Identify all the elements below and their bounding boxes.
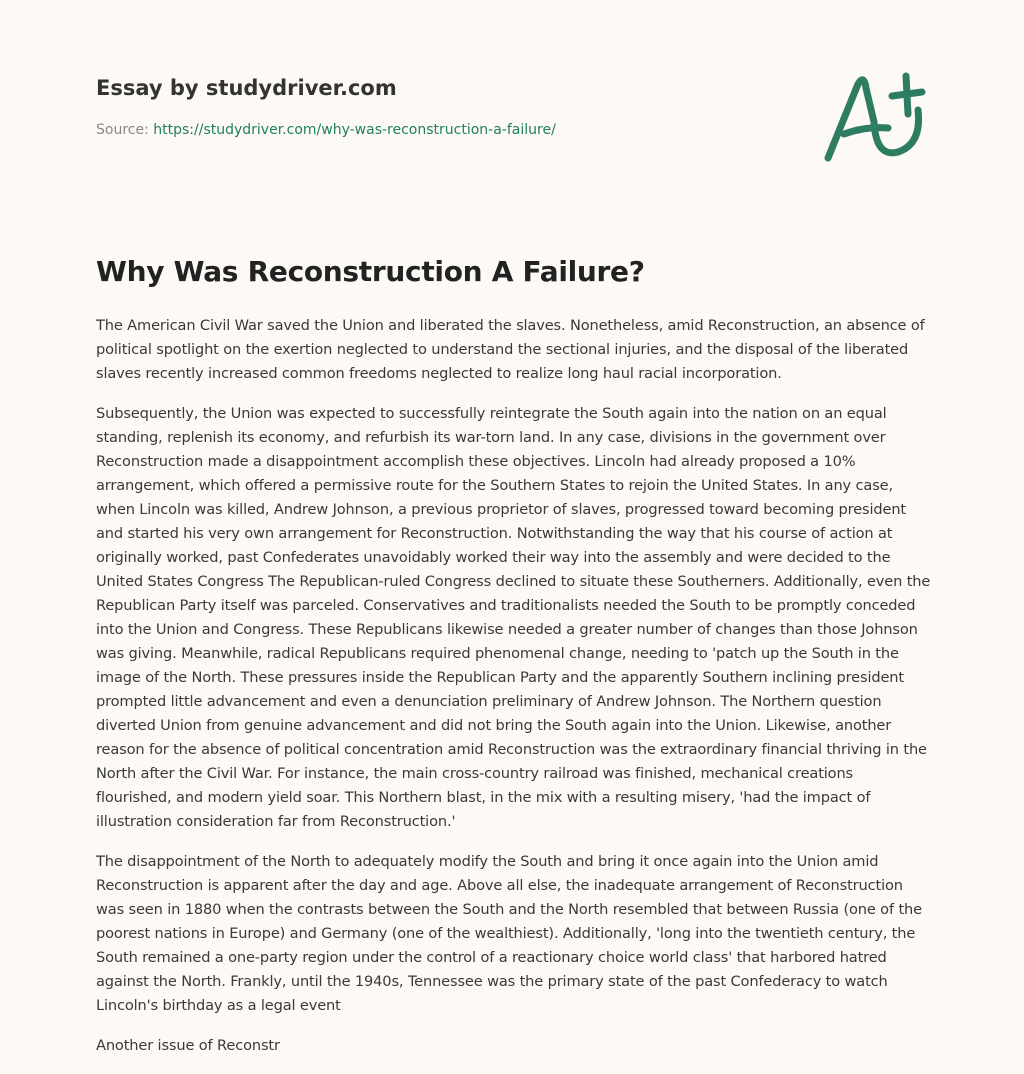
essay-title: Why Was Reconstruction A Failure?: [96, 255, 645, 288]
essay-header: [96, 76, 556, 138]
essay-paragraph-truncated: Another issue of Reconstr: [96, 1037, 280, 1054]
source-line: [96, 122, 556, 138]
site-title: Essay by studydriver.com: [96, 76, 397, 100]
a-plus-logo-icon: [818, 62, 938, 172]
essay-body: [96, 314, 932, 1074]
essay-paragraph: Subsequently, the Union was expected to successfully reintegrate the South again into the nation on an equal standing, replenish its economy, and refurbish its war-torn land. In any case, divisions in the government over Reconstruction made a disappointment accomplish these objectives. Lincoln had already proposed a 10% arrangement, which offered a permissive route for the Southern States to rejoin the United States. In any case, when Lincoln was killed, Andrew Johnson, a previous proprietor of slaves, progressed toward becoming president and started his very own arrangement for Reconstruction. Notwithstanding the way that his course of action at originally worked, past Confederates unavoidably worked their way into the assembly and were decided to the United States Congress The Republican-ruled Congress declined to situate these Southerners. Additionally, even the Republican Party itself was parceled. Conservatives and traditionalists needed the South to be promptly conceded into the Union and Congress. These Republicans likewise needed a greater number of changes than those Johnson was giving. Meanwhile, radical Republicans required phenomenal change, needing to 'patch up the South in the image of the North. These pressures inside the Republican Party and the apparently Southern inclining president prompted little advancement and even a denunciation preliminary of Andrew Johnson. The Northern question diverted Union from genuine advancement and did not bring the South again into the Union. Likewise, another reason for the absence of political concentration amid Reconstruction was the extraordinary financial thriving in the North after the Civil War. For instance, the main cross-country railroad was finished, mechanical creations flourished, and modern yield soar. This Northern blast, in the mix with a resulting misery, 'had the impact of illustration consideration far from Reconstruction.': [96, 405, 931, 830]
source-link[interactable]: https://studydriver.com/why-was-reconstruction-a-failure/: [153, 122, 556, 138]
source-label: Source:: [96, 122, 149, 138]
essay-paragraph: The American Civil War saved the Union and liberated the slaves. Nonetheless, amid Reconstruction, an absence of political spotlight on the exertion neglected to understand the sectional injuries, and the disposal of the liberated slaves recently increased common freedoms neglected to realize long haul racial incorporation.: [96, 317, 925, 382]
essay-paragraph: The disappointment of the North to adequately modify the South and bring it once again into the Union amid Reconstruction is apparent after the day and age. Above all else, the inadequate arrangement of Reconstruction was seen in 1880 when the contrasts between the South and the North resembled that between Russia (one of the poorest nations in Europe) and Germany (one of the wealthiest). Additionally, 'long into the twentieth century, the South remained a one-party region under the control of a reactionary choice world class' that harbored hatred against the North. Frankly, until the 1940s, Tennessee was the primary state of the past Confederacy to watch Lincoln's birthday as a legal event: [96, 853, 922, 1014]
